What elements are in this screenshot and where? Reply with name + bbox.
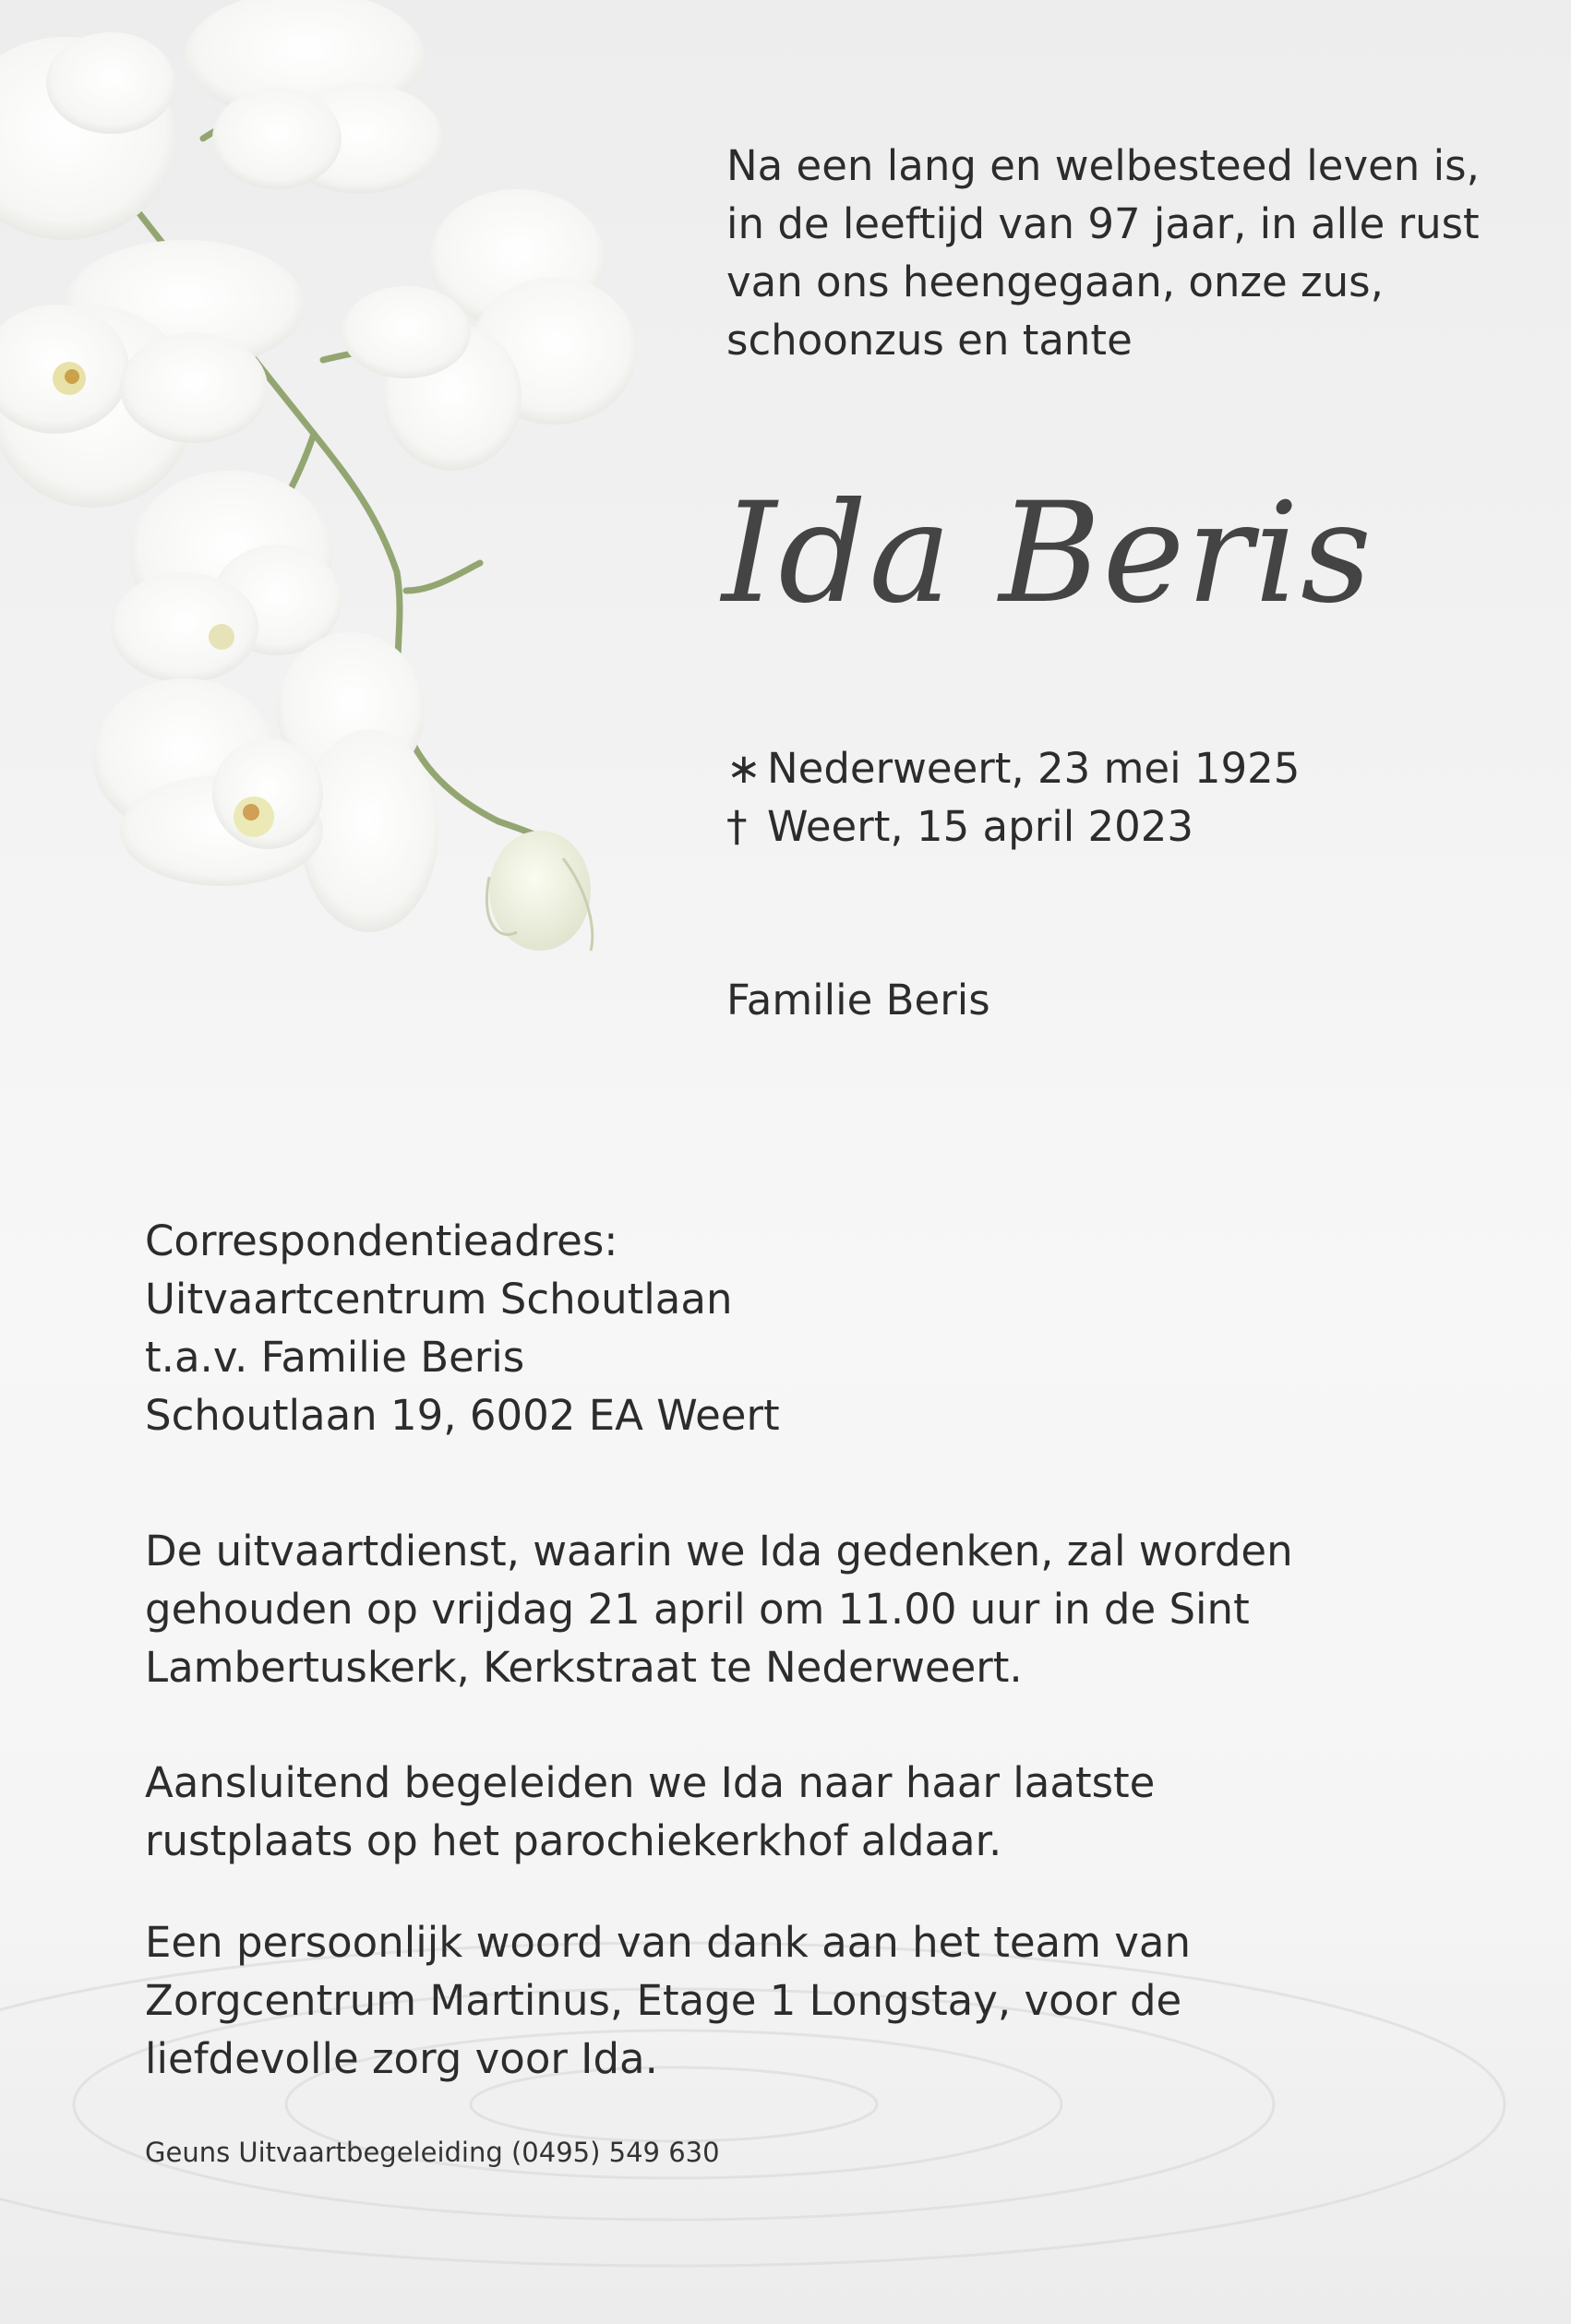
intro-line: schoonzus en tante <box>726 316 1133 365</box>
intro-line: van ons heengegaan, onze zus, <box>726 258 1384 306</box>
intro-paragraph <box>726 137 1520 369</box>
service-line: De uitvaartdienst, waarin we Ida gedenken, zal worden <box>145 1527 1293 1575</box>
death-text: Weert, 15 april 2023 <box>767 802 1194 851</box>
intro-line: in de leeftijd van 97 jaar, in alle rust <box>726 199 1480 248</box>
burial-line: rustplaats op het parochiekerkhof aldaar. <box>145 1816 1002 1865</box>
intro-line: Na een lang en welbesteed leven is, <box>726 141 1480 190</box>
death-row <box>726 797 1300 856</box>
address-line: t.a.v. Familie Beris <box>145 1333 525 1382</box>
address-line: Uitvaartcentrum Schoutlaan <box>145 1275 733 1324</box>
burial-line: Aansluitend begeleiden we Ida naar haar laatste <box>145 1758 1156 1807</box>
orchid-illustration <box>0 0 646 978</box>
burial-paragraph <box>145 1754 1419 1870</box>
thanks-line: liefdevolle zorg voor Ida. <box>145 2034 658 2083</box>
death-cross-icon: † <box>726 802 748 851</box>
service-line: gehouden op vrijdag 21 april om 11.00 uur in de Sint <box>145 1585 1250 1634</box>
birth-star-icon: ∗ <box>726 744 762 793</box>
service-line: Lambertuskerk, Kerkstraat te Nederweert. <box>145 1643 1023 1692</box>
thanks-paragraph <box>145 1913 1419 2088</box>
birth-row <box>726 739 1300 797</box>
address-line: Correspondentieadres: <box>145 1216 618 1265</box>
thanks-line: Een persoonlijk woord van dank aan het team van <box>145 1918 1191 1967</box>
birth-text: Nederweert, 23 mei 1925 <box>767 744 1301 793</box>
service-paragraph <box>145 1522 1419 1696</box>
funeral-director-credit: Geuns Uitvaartbegeleiding (0495) 549 630 <box>145 2137 720 2168</box>
thanks-line: Zorgcentrum Martinus, Etage 1 Longstay, voor de <box>145 1976 1182 2025</box>
life-dates <box>726 739 1300 856</box>
family-signature: Familie Beris <box>726 976 990 1024</box>
address-line: Schoutlaan 19, 6002 EA Weert <box>145 1391 780 1440</box>
deceased-name: Ida Beris <box>722 473 1374 634</box>
correspondence-address <box>145 1212 1419 1444</box>
